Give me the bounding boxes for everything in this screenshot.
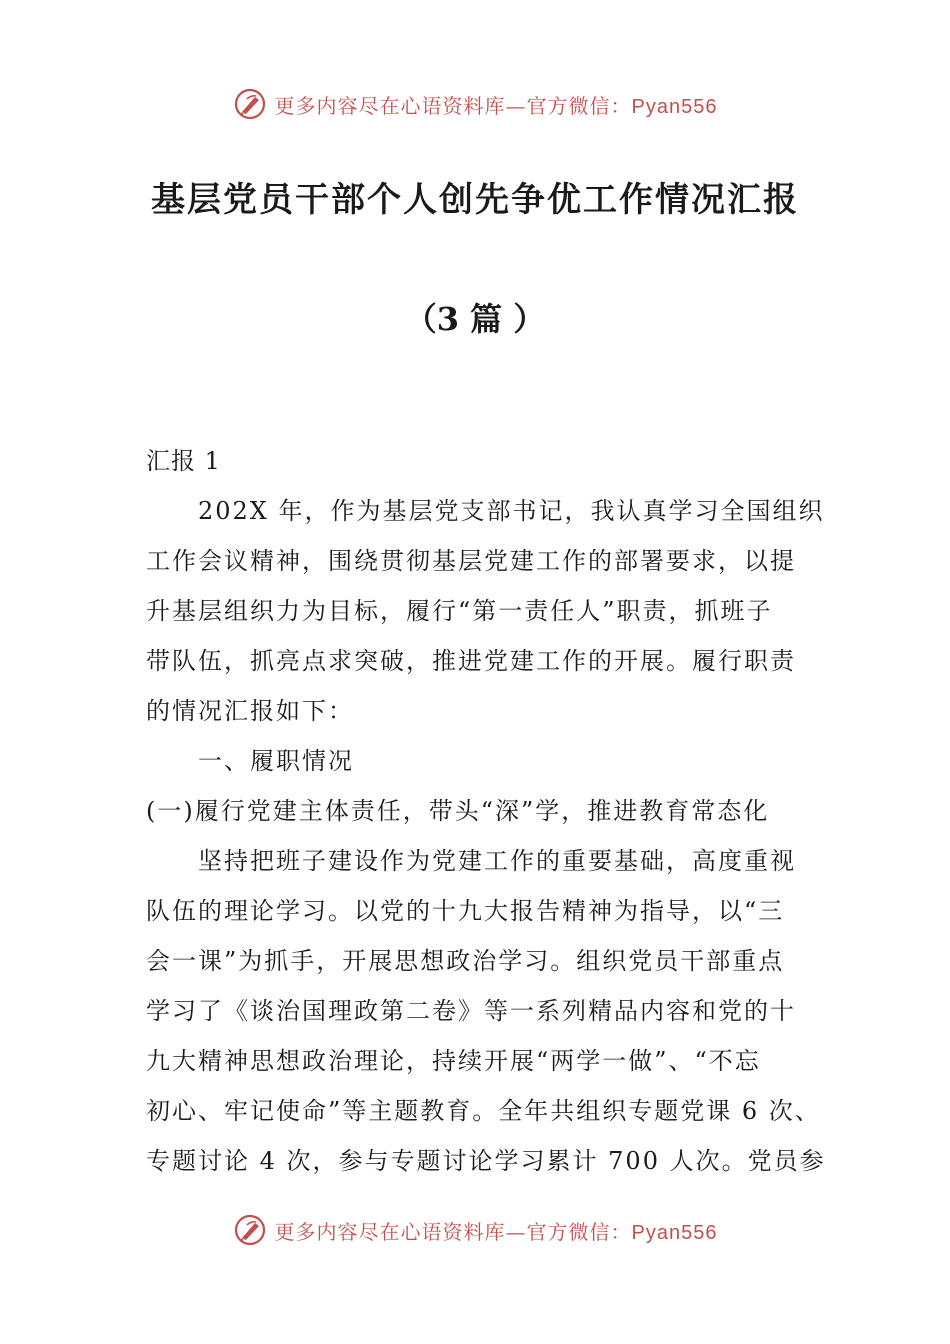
header-watermark-banner xyxy=(0,84,950,124)
subsection-heading: (一)履行党建主体责任，带头“深”学，推进教育常态化 xyxy=(146,797,770,825)
report-label: 汇报 1 xyxy=(146,447,221,475)
banner-contact-id: Pyan556 xyxy=(631,1221,718,1244)
banner-contact-label: 官方微信： xyxy=(526,1219,632,1244)
banner-main-text: 更多内容尽在心语资料库 xyxy=(274,1219,506,1244)
banner-text xyxy=(275,90,718,119)
paragraph-line: 九大精神思想政治理论，持续开展“两学一做”、“不忘 xyxy=(146,1047,761,1075)
paragraph-line: 工作会议精神，围绕贯彻基层党建工作的部署要求，以提 xyxy=(146,547,796,575)
banner-contact-label: 官方微信： xyxy=(526,93,632,118)
paragraph-line: 坚持把班子建设作为党建工作的重要基础，高度重视 xyxy=(198,847,796,875)
banner-separator: — xyxy=(505,93,527,118)
paragraph-line: 的情况汇报如下： xyxy=(146,697,354,725)
pen-logo-icon xyxy=(233,1213,267,1247)
banner-text xyxy=(275,1216,718,1245)
banner-main-text: 更多内容尽在心语资料库 xyxy=(274,93,506,118)
paragraph-line: 带队伍，抓亮点求突破，推进党建工作的开展。履行职责 xyxy=(146,647,796,675)
footer-watermark-banner xyxy=(0,1210,950,1250)
paragraph-line: 学习了《谈治国理政第二卷》等一系列精品内容和党的十 xyxy=(146,997,796,1025)
document-body xyxy=(146,436,826,1186)
banner-contact-id: Pyan556 xyxy=(631,95,718,118)
pen-logo-icon xyxy=(233,87,267,121)
paragraph-line: 升基层组织力为目标，履行“第一责任人”职责，抓班子 xyxy=(146,597,773,625)
paragraph-line: 会一课”为抓手，开展思想政治学习。组织党员干部重点 xyxy=(146,947,785,975)
paragraph-line: 初心、牢记使命”等主题教育。全年共组织专题党课 6 次、 xyxy=(146,1097,821,1125)
paragraph-line: 202X 年，作为基层党支部书记，我认真学习全国组织 xyxy=(198,497,825,525)
banner-separator: — xyxy=(505,1219,527,1244)
paragraph-line: 队伍的理论学习。以党的十九大报告精神为指导，以“三 xyxy=(146,897,785,925)
document-title: 基层党员干部个人创先争优工作情况汇报 xyxy=(151,180,799,220)
document-subtitle: （3 篇 ） xyxy=(404,300,546,338)
paragraph-line: 专题讨论 4 次，参与专题讨论学习累计 700 人次。党员参 xyxy=(146,1147,826,1175)
section-heading: 一、履职情况 xyxy=(198,747,354,775)
